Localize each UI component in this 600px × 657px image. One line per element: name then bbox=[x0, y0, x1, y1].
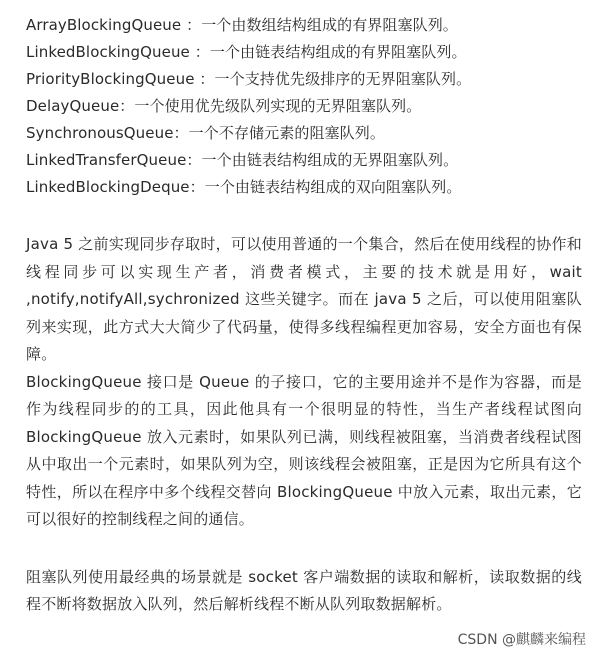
paragraph-blockingqueue-interface: BlockingQueue 接口是 Queue 的子接口，它的主要用途并不是作为容器，而是作为线程同步的的工具，因此他具有一个很明显的特性，当生产者线程试图向 BlockingQueue 放入元素时，如果队列已满，则线程被阻塞，当消费者线程试图从中取出一个元素时，如果队列为空，则该线程会被阻塞，正是因为它所具有这个特性，所以在程序中多个线程交替向 BlockingQueue 中放入元素，取出元素，它可以很好的控制线程之间的通信。 bbox=[26, 372, 582, 528]
paragraph-usage-scenario: 阻塞队列使用最经典的场景就是 socket 客户端数据的读取和解析，读取数据的线程不断将数据放入队列，然后解析线程不断从队列取数据解析。 bbox=[26, 567, 582, 613]
spacer bbox=[26, 201, 582, 231]
document-body bbox=[26, 12, 582, 619]
csdn-watermark: CSDN @麒麟来编程 bbox=[457, 632, 586, 648]
spacer bbox=[26, 534, 582, 564]
list-item: SynchronousQueue：一个不存储元素的阻塞队列。 bbox=[26, 124, 385, 142]
paragraph-java5-sync: Java 5 之前实现同步存取时，可以使用普通的一个集合，然后在使用线程的协作和线程同步可以实现生产者，消费者模式，主要的技术就是用好，wait ,notify,notifyAll,sychronized 这些关键字。而在 java 5 之后，可以使用阻塞队列来实现，此方式大大简少了代码量，使得多线程编程更加容易，安全方面也有保障。 bbox=[26, 235, 582, 363]
list-item: LinkedBlockingDeque：一个由链表结构组成的双向阻塞队列。 bbox=[26, 178, 462, 196]
list-item: ArrayBlockingQueue ：一个由数组结构组成的有界阻塞队列。 bbox=[26, 16, 458, 34]
list-item: PriorityBlockingQueue ：一个支持优先级排序的无界阻塞队列。 bbox=[26, 70, 472, 88]
queue-list bbox=[26, 12, 582, 201]
list-item: DelayQueue：一个使用优先级队列实现的无界阻塞队列。 bbox=[26, 97, 422, 115]
list-item: LinkedBlockingQueue ：一个由链表结构组成的有界阻塞队列。 bbox=[26, 43, 467, 61]
list-item: LinkedTransferQueue：一个由链表结构组成的无界阻塞队列。 bbox=[26, 151, 459, 169]
